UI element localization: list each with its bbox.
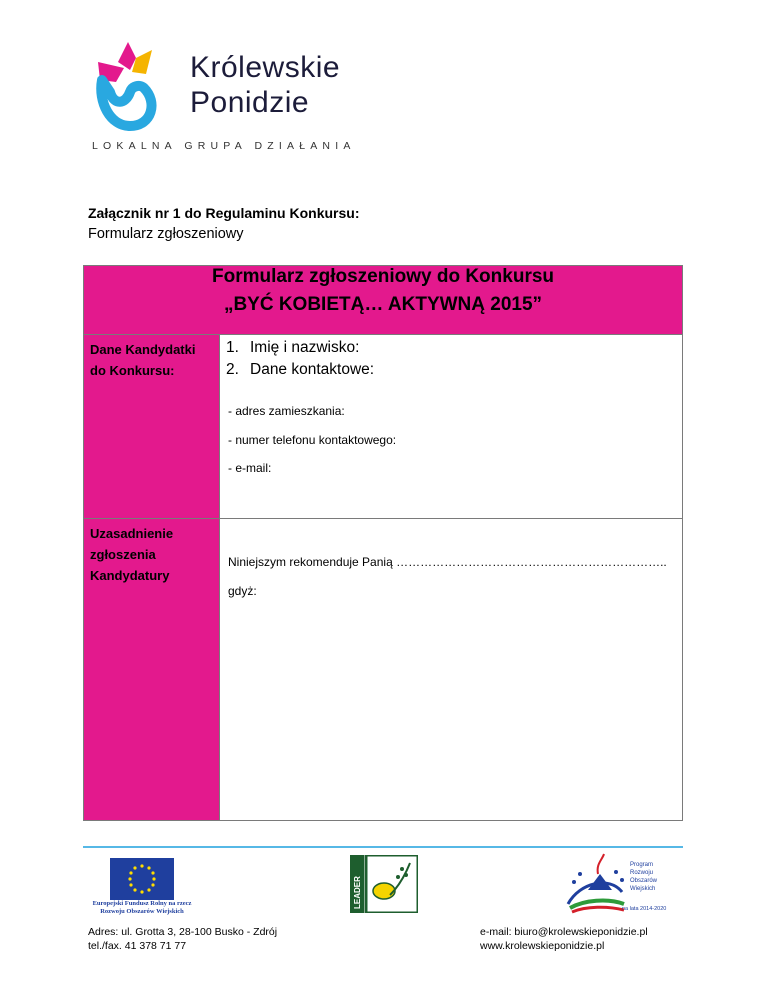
prow-logo-icon [560,852,670,914]
eu-flag-icon [110,858,174,900]
footer-email-link[interactable]: e-mail: biuro@krolewskieponidzie.pl [480,926,648,938]
eu-fund-caption: Europejski Fundusz Rolny na rzecz Rozwoju Obszarów Wiejskich [92,900,192,915]
footer-website-link[interactable]: www.krolewskieponidzie.pl [480,940,605,952]
form-heading-line2: „BYĆ KOBIETĄ… AKTYWNĄ 2015” [223,294,543,315]
field-email[interactable]: - e-mail: [228,461,272,475]
label-line: Dane Kandydatki [90,342,196,357]
prow-text: Program [630,862,654,868]
label-line: do Konkursu: [90,363,175,378]
prow-text: na lata 2014-2020 [622,906,667,912]
form-heading-line1: Formularz zgłoszeniowy do Konkursu [211,266,555,287]
footer-phone: tel./fax. 41 378 71 77 [88,940,187,952]
footer-divider [83,846,683,848]
logo-tagline: LOKALNA GRUPA DZIAŁANIA [92,140,356,152]
list-item [226,359,374,381]
candidate-data-list [226,337,374,381]
footer-address: Adres: ul. Grotta 3, 28-100 Busko - Zdrój [88,926,278,938]
logo-name-line2: Ponidzie [190,86,310,119]
prow-text: Obszarów [630,878,658,884]
annex-title: Załącznik nr 1 do Regulaminu Konkursu: [88,205,360,221]
field-reason[interactable]: gdyż: [228,584,257,598]
list-item [226,337,374,359]
row-divider [83,518,683,519]
logo-name-line1: Królewskie [190,51,341,84]
field-phone[interactable]: - numer telefonu kontaktowego: [228,433,397,447]
krolewskie-ponidzie-logo-icon [92,40,174,132]
logo-wordmark [190,50,340,120]
label-line: Kandydatury [90,568,170,583]
label-line: Uzasadnienie [90,526,174,541]
label-line: zgłoszenia [90,547,156,562]
list-text: Dane kontaktowe: [250,361,375,378]
prow-text: Wiejskich [630,886,656,892]
field-address[interactable]: - adres zamieszkania: [228,404,345,418]
list-number: 2. [226,361,239,378]
annex-subtitle: Formularz zgłoszeniowy [88,226,244,242]
field-recommendation[interactable]: Niniejszym rekomenduje Panią ………………………………………………………….. [228,555,667,569]
section-justification-label [90,523,173,586]
leader-text: LEADER [353,876,362,909]
leader-logo-icon [350,855,418,913]
prow-text: Rozwoju [630,870,654,876]
list-text: Imię i nazwisko: [250,339,360,356]
section-candidate-data-label [90,339,195,381]
column-divider [219,335,220,821]
list-number: 1. [226,339,239,356]
